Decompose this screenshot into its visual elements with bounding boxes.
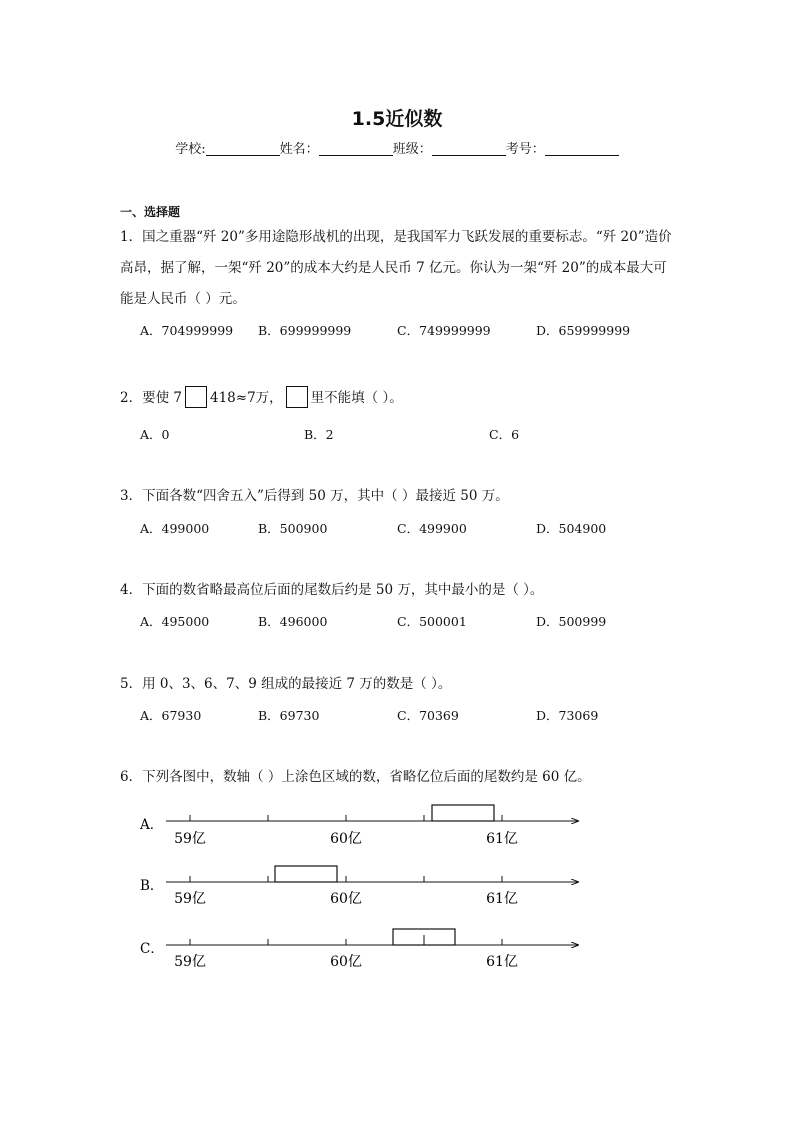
q5-option-a[interactable]: A．67930	[140, 708, 202, 723]
tick-label-c-60: 60亿	[330, 954, 362, 970]
q2-text-2: 418≈7万，	[209, 390, 283, 406]
q4-option-c[interactable]: C．500001	[397, 614, 467, 629]
q1-option-d[interactable]: D．659999999	[536, 323, 631, 338]
question-6: 6．下列各图中，数轴（ ）上涂色区域的数，省略亿位后面的尾数约是 60 亿。	[120, 769, 591, 785]
tick-label-a-61: 61亿	[486, 831, 518, 847]
q5-option-d[interactable]: D．73069	[536, 708, 599, 723]
school-blank[interactable]	[206, 141, 280, 156]
name-blank[interactable]	[319, 141, 393, 156]
tick-label-a-60: 60亿	[330, 831, 362, 847]
q3-option-c[interactable]: C．499900	[397, 521, 467, 536]
q5-option-b[interactable]: B．69730	[258, 708, 320, 723]
number-line-b-label: B．	[140, 878, 164, 894]
school-label: 学校:	[175, 142, 206, 157]
question-1-line-3: 能是人民币（ ）元。	[120, 291, 246, 307]
number-line-figures	[0, 790, 794, 980]
question-3: 3．下面各数“四舍五入”后得到 50 万，其中（ ）最接近 50 万。	[120, 488, 509, 504]
q4-option-a[interactable]: A．495000	[140, 614, 210, 629]
question-2	[120, 383, 403, 414]
q3-option-b[interactable]: B．500900	[258, 521, 328, 536]
page-title: 1.5近似数	[351, 108, 443, 130]
q1-option-a[interactable]: A．704999999	[140, 323, 234, 338]
question-4: 4．下面的数省略最高位后面的尾数后约是 50 万，其中最小的是（ ）。	[120, 582, 544, 598]
number-line-a[interactable]	[139, 805, 578, 847]
name-label: 姓名：	[279, 142, 319, 157]
q2-digit-box-2[interactable]	[286, 386, 308, 408]
q5-option-c[interactable]: C．70369	[397, 708, 459, 723]
q2-option-c[interactable]: C．6	[489, 427, 520, 442]
exam-no-label: 考号：	[505, 142, 545, 157]
class-blank[interactable]	[432, 141, 506, 156]
tick-label-a-59: 59亿	[174, 831, 206, 847]
question-5: 5．用 0、3、6、7、9 组成的最接近 7 万的数是（ ）。	[120, 676, 452, 692]
exam-no-blank[interactable]	[545, 141, 619, 156]
q2-option-b[interactable]: B．2	[304, 427, 334, 442]
question-1-line-2: 高昂，据了解，一架“歼 20”的成本大约是人民币 7 亿元。你认为一架“歼 20”的成本最大可	[120, 260, 667, 276]
q3-option-d[interactable]: D．504900	[536, 521, 607, 536]
q2-text-3: 里不能填（ ）。	[310, 390, 403, 406]
q1-option-b[interactable]: B．699999999	[258, 323, 352, 338]
number-line-a-label: A．	[140, 817, 164, 833]
number-line-b[interactable]	[140, 866, 578, 907]
number-line-c-label: C．	[140, 941, 164, 957]
shaded-region-b	[275, 866, 337, 882]
q2-text-1: 2．要使 7	[120, 390, 182, 406]
shaded-region-a	[432, 805, 494, 821]
q4-option-d[interactable]: D．500999	[536, 614, 607, 629]
tick-label-c-59: 59亿	[174, 954, 206, 970]
q1-option-c[interactable]: C．749999999	[397, 323, 491, 338]
q2-digit-box-1[interactable]	[185, 386, 207, 408]
q2-option-a[interactable]: A．0	[140, 427, 170, 442]
number-line-c[interactable]	[140, 929, 578, 970]
tick-label-b-61: 61亿	[486, 891, 518, 907]
student-info-row	[0, 138, 794, 157]
class-label: 班级：	[392, 142, 432, 157]
q4-option-b[interactable]: B．496000	[258, 614, 328, 629]
tick-label-b-59: 59亿	[174, 891, 206, 907]
q3-option-a[interactable]: A．499000	[140, 521, 210, 536]
section-heading: 一、选择题	[120, 205, 181, 219]
tick-label-b-60: 60亿	[330, 891, 362, 907]
question-1-line-1: 1．国之重器“歼 20”多用途隐形战机的出现，是我国军力飞跃发展的重要标志。“歼 20”造价	[120, 229, 672, 245]
tick-label-c-61: 61亿	[486, 954, 518, 970]
